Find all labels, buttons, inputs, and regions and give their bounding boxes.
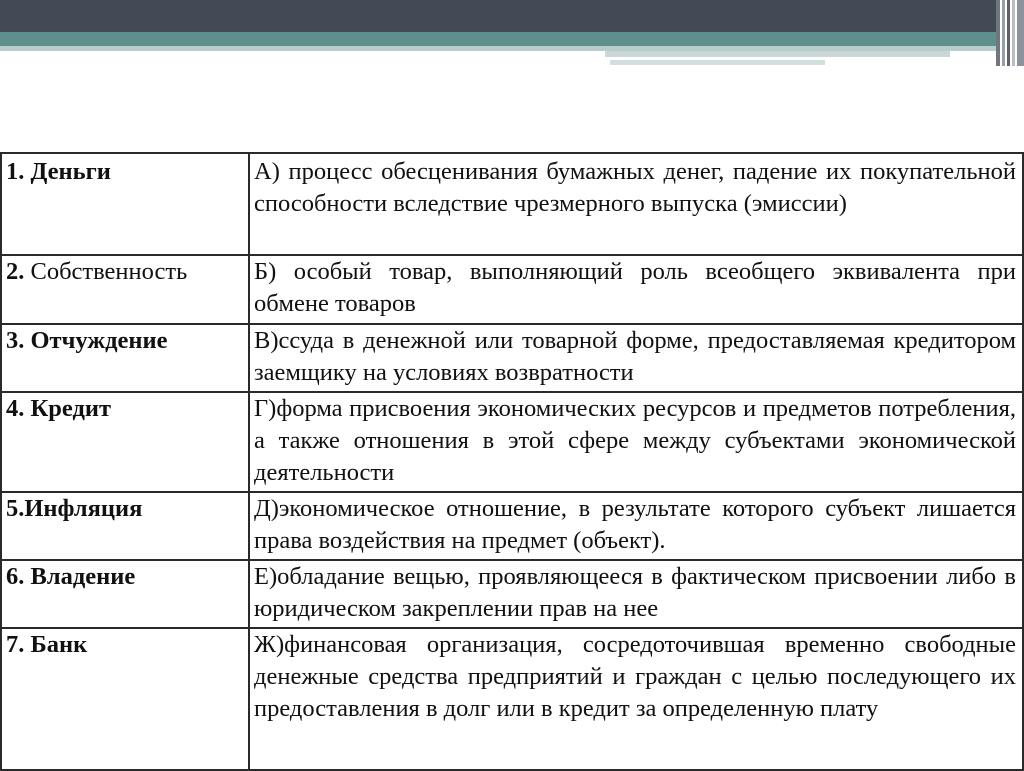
definition-cell: А) процесс обесценивания бумажных денег, падение их покупательной способности вследствие чрезмерного выпуска (эмиссии) bbox=[249, 153, 1023, 255]
definition-cell: Д)экономическое отношение, в результате которого субъект лишается права воздействия на предмет (объект). bbox=[249, 492, 1023, 560]
corner-stripe bbox=[1007, 0, 1010, 66]
term-cell bbox=[1, 255, 249, 324]
term-cell: 7. Банк bbox=[1, 628, 249, 770]
term-cell: 4. Кредит bbox=[1, 392, 249, 492]
table-row bbox=[1, 492, 1023, 560]
table-row bbox=[1, 392, 1023, 492]
corner-stripe bbox=[1012, 0, 1015, 66]
corner-stripe bbox=[1002, 0, 1005, 66]
term-cell: 1. Деньги bbox=[1, 153, 249, 255]
header-light-stripe-shorter bbox=[610, 60, 825, 65]
definition-cell: Г)форма присвоения экономических ресурсов и предметов потребления, а также отношения в этой сфере между субъектами экономической деятельности bbox=[249, 392, 1023, 492]
table-row bbox=[1, 324, 1023, 392]
term-text: Собственность bbox=[24, 258, 188, 285]
definition-cell: Б) особый товар, выполняющий роль всеобщего эквивалента при обмене товаров bbox=[249, 255, 1023, 324]
table-row bbox=[1, 628, 1023, 770]
definition-cell: В)ссуда в денежной или товарной форме, предоставляемая кредитором заемщику на условиях возвратности bbox=[249, 324, 1023, 392]
definition-cell: Ж)финансовая организация, сосредоточившая временно свободные денежные средства предприятий и граждан с целью последующего их предоставления в долг или в кредит за определенную плату bbox=[249, 628, 1023, 770]
corner-stripe bbox=[996, 0, 1000, 66]
table-row bbox=[1, 560, 1023, 628]
definition-cell: Е)обладание вещью, проявляющееся в фактическом присвоении либо в юридическом закреплении прав на нее bbox=[249, 560, 1023, 628]
header-decoration bbox=[0, 0, 1024, 70]
term-cell: 5.Инфляция bbox=[1, 492, 249, 560]
corner-stripe bbox=[1017, 0, 1024, 66]
table-row bbox=[1, 153, 1023, 255]
table-row bbox=[1, 255, 1023, 324]
terms-definitions-table bbox=[0, 152, 1024, 771]
term-cell: 3. Отчуждение bbox=[1, 324, 249, 392]
term-cell: 6. Владение bbox=[1, 560, 249, 628]
header-teal-stripe bbox=[0, 32, 1000, 46]
term-number: 2. bbox=[6, 258, 25, 285]
header-light-stripe-short bbox=[605, 51, 950, 57]
header-dark-stripe bbox=[0, 0, 1000, 32]
